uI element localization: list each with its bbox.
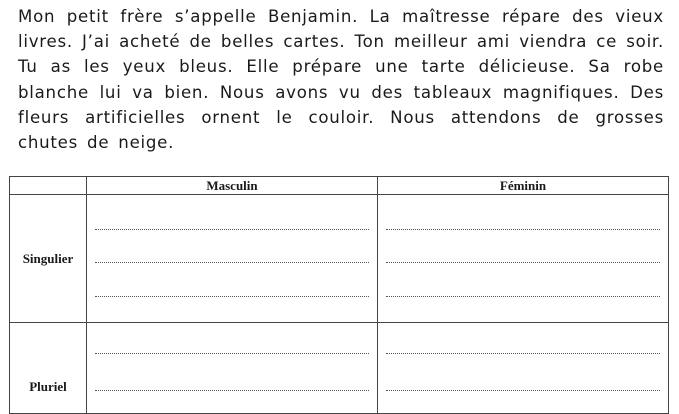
answer-line[interactable] [95,353,369,354]
pluriel-label: Pluriel [29,379,67,394]
cell-pluriel-feminin[interactable] [378,323,669,414]
singulier-label: Singulier [22,250,74,266]
answer-line[interactable] [386,390,660,391]
cell-singulier-masculin[interactable] [87,195,378,323]
answer-line[interactable] [95,390,369,391]
answer-line[interactable] [95,229,369,230]
row-label-singulier [10,195,87,323]
answer-line[interactable] [386,296,660,297]
row-pluriel [10,323,669,414]
answer-line[interactable] [95,262,369,263]
row-singulier [10,195,669,323]
exercise-paragraph: Mon petit frère s’appelle Benjamin. La maîtresse répare des vieux livres. J’ai acheté de belles cartes. Ton meilleur ami viendra ce soir. Tu as les yeux bleus. Elle prépare une tarte délicieuse. Sa robe blanche lui va bien. Nous avons vu des tableaux magnifiques. Des fleurs artificielles ornent le couloir. Nous attendons de grosses chutes de neige. [18,7,664,153]
header-masculin: Masculin [87,177,378,195]
answer-line[interactable] [386,229,660,230]
cell-singulier-feminin[interactable] [378,195,669,323]
corner-cell [10,177,87,195]
answer-line[interactable] [95,296,369,297]
table-header-row [10,177,669,195]
cell-pluriel-masculin[interactable] [87,323,378,414]
answer-line[interactable] [386,262,660,263]
answer-line[interactable] [386,353,660,354]
gender-number-table [9,176,669,414]
header-feminin: Féminin [378,177,669,195]
row-label-pluriel [10,323,87,414]
